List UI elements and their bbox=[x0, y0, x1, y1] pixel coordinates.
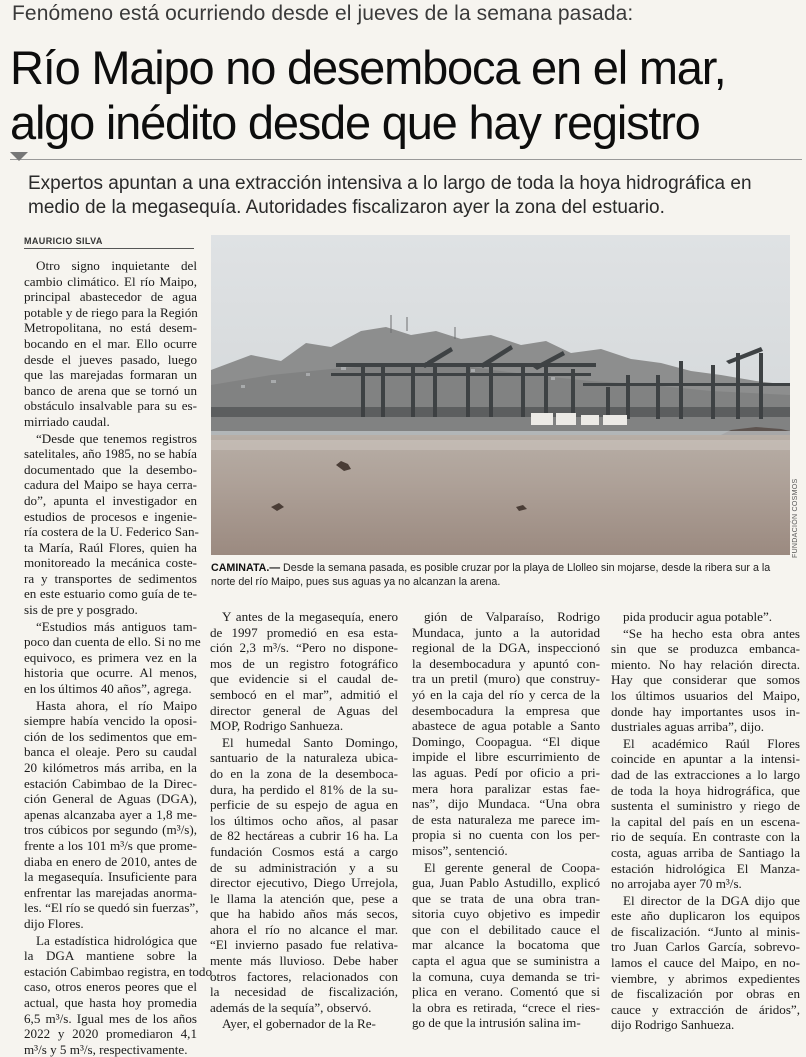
text-line: coincide en apuntar a la intensi- bbox=[611, 751, 800, 767]
text-line: nas”, dijo Mundaca. “Una obra bbox=[412, 796, 600, 812]
photo-credit-text: FUNDACIÓN COSMOS bbox=[792, 478, 799, 558]
text-line: fundación Cosmos está a cargo bbox=[210, 843, 398, 859]
text-line: obstáculo insalvable para su es- bbox=[24, 398, 197, 414]
text-line: desembocadura la empresa que bbox=[412, 702, 600, 718]
text-line: la necesidad de fiscalización, bbox=[210, 984, 398, 1000]
kicker: Fenómeno está ocurriendo desde el jueves de la semana pasada: bbox=[12, 2, 634, 25]
paragraph bbox=[412, 609, 600, 859]
text-line: impide el libre escurrimiento de bbox=[412, 749, 600, 765]
paragraph bbox=[611, 736, 800, 892]
text-line: 20 kilómetros más arriba, en la bbox=[24, 760, 197, 775]
text-line: que ha habido años más secos, bbox=[210, 906, 398, 922]
text-line: abastece de agua potable a Santo bbox=[412, 718, 600, 734]
text-line: potable y de riego para la Región bbox=[24, 304, 198, 320]
text-line: El académico Raúl Flores bbox=[623, 735, 800, 751]
text-line: de toda la hoya hidrográfica, que bbox=[611, 782, 800, 798]
text-line: ción 2,3 m³/s. “Pero no dispone- bbox=[210, 640, 398, 656]
text-line: estación Cabimbao de la Direc- bbox=[24, 775, 197, 791]
paragraph bbox=[210, 735, 398, 1016]
paragraph bbox=[210, 1016, 398, 1032]
text-line: monitoreado la mecánica coste- bbox=[24, 555, 197, 571]
text-line: capta el agua que se suministra a bbox=[412, 953, 600, 969]
text-line: sembocó en el mar”, admitió el bbox=[210, 686, 398, 702]
text-line: donde hay importantes usos in- bbox=[611, 703, 800, 719]
headline-divider bbox=[10, 152, 802, 166]
text-line: estación hidrológica El Manza- bbox=[611, 860, 800, 876]
text-line: propia si no cuenta con los per- bbox=[412, 827, 600, 843]
text-line: historia que ocurre. Al menos, bbox=[24, 665, 197, 681]
paragraph bbox=[611, 609, 800, 625]
text-line: Ayer, el gobernador de la Re- bbox=[222, 1016, 376, 1032]
text-line: sitoria cuyo objetivo es impedir bbox=[412, 906, 600, 922]
text-line: El humedal Santo Domingo, bbox=[222, 734, 398, 750]
divider-line bbox=[10, 159, 802, 160]
text-line: “Se ha hecho esta obra antes bbox=[623, 625, 800, 641]
text-line: ción de los sedimentos que em- bbox=[24, 728, 197, 744]
text-line: misos”, sentenció. bbox=[412, 842, 508, 858]
text-line: director general de Aguas del bbox=[210, 702, 398, 718]
text-line: gua, Juan Pablo Astudillo, explicó bbox=[412, 875, 600, 891]
text-line: cambio climático. El río Maipo, bbox=[24, 273, 197, 289]
text-line: MOP, Rodrigo Sanhueza. bbox=[210, 718, 344, 734]
text-line: equivoco, es primera vez en la bbox=[24, 649, 197, 665]
photo-credit bbox=[790, 470, 804, 562]
text-line: estudios de procesos e ingenie- bbox=[24, 508, 197, 524]
text-line: dustriales aguas arriba”, dijo. bbox=[611, 719, 765, 735]
text-line: 6,5 m³/s. Igual mes de los años bbox=[24, 1010, 197, 1026]
text-line: diaba en enero de 2010, antes de bbox=[24, 853, 197, 869]
text-line: otros factores, relacionados con bbox=[210, 968, 398, 984]
column-4 bbox=[611, 609, 800, 1033]
text-line: en este estuario como guía de te- bbox=[24, 586, 197, 602]
divider-arrow-icon bbox=[10, 152, 28, 161]
text-line: viembre, y abrimos expedientes bbox=[611, 970, 800, 986]
text-line: frente a los 101 m³/s que prome- bbox=[24, 837, 197, 853]
deck bbox=[28, 172, 802, 220]
column-1 bbox=[24, 258, 212, 1057]
text-line: que con el debilitado cauce el bbox=[412, 921, 600, 937]
column-3 bbox=[412, 609, 600, 1031]
text-line: regional de la DGA, inspeccionó bbox=[412, 640, 600, 656]
text-line: la megasequía. Insuficiente para bbox=[24, 869, 197, 885]
text-line: sustenta el suministro y riego de bbox=[611, 798, 800, 814]
text-line: miento. No hay relación directa. bbox=[611, 656, 800, 672]
text-line: de esta naturaleza me parece im- bbox=[412, 811, 600, 827]
column-2 bbox=[210, 609, 398, 1032]
text-line: mirriado caudal. bbox=[24, 413, 110, 429]
text-line: cadura del Maipo se haya cerra- bbox=[24, 477, 197, 493]
text-line: que las marejadas formaran un bbox=[24, 367, 197, 383]
headline bbox=[10, 40, 806, 150]
text-line: desde el jueves pasado, luego bbox=[24, 351, 197, 367]
text-line: m³/s y 5 m³/s, respectivamente. bbox=[24, 1041, 188, 1057]
text-line: los últimos usuarios del Maipo, bbox=[611, 687, 800, 703]
deck-line-1: Expertos apuntan a una extracción intensiva a lo largo de toda la hoya hidrográfica en bbox=[28, 173, 752, 194]
text-line: que se trata de una obra tran- bbox=[412, 890, 600, 906]
paragraph bbox=[412, 860, 600, 1032]
text-line: la obra es retirada, “crece el ries- bbox=[412, 999, 600, 1015]
text-line: pida producir agua potable”. bbox=[623, 609, 773, 624]
text-line: principal abastecedor de agua bbox=[24, 289, 197, 305]
text-line: de 82 hectáreas a cubrir 16 ha. La bbox=[210, 828, 398, 844]
text-line: yó en la caja del río y cerca de la bbox=[412, 686, 600, 702]
headline-line-2: algo inédito desde que hay registro bbox=[10, 96, 700, 149]
text-line: ción General de Aguas (DGA), bbox=[24, 791, 197, 807]
paragraph bbox=[24, 431, 197, 618]
text-line: La estadística hidrológica que bbox=[36, 932, 197, 948]
text-line: la comuna, cuya demanda se tri- bbox=[412, 968, 600, 984]
paragraph bbox=[24, 258, 197, 430]
caption-line-2: norte del río Maipo, pues sus aguas ya no alcanzan la arena. bbox=[211, 576, 501, 588]
text-line: bocando en el mar. Ello ocurre bbox=[24, 335, 197, 351]
text-line: actual, que hasta hoy promedia bbox=[24, 994, 197, 1010]
text-line: les. “El río se quedó sin fuerzas”, bbox=[24, 900, 199, 916]
caption-label: CAMINATA.— bbox=[211, 562, 281, 574]
text-line: sin que se produzca embanca- bbox=[611, 641, 800, 657]
text-line: poco dan cuenta de ello. Si no me bbox=[24, 634, 201, 650]
paragraph bbox=[210, 609, 398, 734]
text-line: director ejecutivo, Diego Urrejola, bbox=[210, 875, 398, 891]
text-line: plica en verano. Comentó que si bbox=[412, 984, 600, 1000]
text-line: tros cúbicos por segundo (m³/s), bbox=[24, 822, 197, 838]
byline: MAURICIO SILVA bbox=[24, 236, 103, 246]
text-line: los últimos ocho años, al pasar bbox=[210, 812, 398, 828]
text-line: estación Cabimbao registra, en todo bbox=[24, 963, 212, 979]
text-line: de 1997 promedió en esa esta- bbox=[210, 624, 398, 640]
text-line: en los últimos 40 años”, agrega. bbox=[24, 681, 192, 697]
text-line: banca el oleaje. Pero su caudal bbox=[24, 744, 197, 760]
text-line: sis de pre y posgrado. bbox=[24, 602, 138, 618]
text-line: Mundaca, junto a la autoridad bbox=[412, 624, 600, 640]
paragraph bbox=[611, 893, 800, 1033]
text-line: la DGA mantiene sobre la bbox=[24, 948, 197, 964]
text-line: costa, aguas arriba de Santiago la bbox=[611, 844, 800, 860]
text-line: mos de un registro fotográfico bbox=[210, 655, 398, 671]
text-line: siempre había vencido la oposi- bbox=[24, 713, 197, 729]
text-line: 2022 y 2020 promediaron 4,1 bbox=[24, 1026, 197, 1042]
text-line: dijo Flores. bbox=[24, 915, 84, 931]
text-line: ra y transportes de sedimentos bbox=[24, 570, 197, 586]
text-line: enfrentar las marejadas anorma- bbox=[24, 884, 197, 900]
paragraph bbox=[24, 932, 212, 1057]
text-line: satelitales, año 1985, no se había bbox=[24, 446, 197, 462]
text-line: perficie de su espejo de agua en bbox=[210, 797, 398, 813]
text-line: Hay que considerar que somos bbox=[611, 672, 800, 688]
text-line: Y antes de la megasequía, enero bbox=[222, 609, 398, 624]
text-line: “Estudios más antiguos tam- bbox=[36, 618, 197, 634]
text-line: además de la sequía”, observó. bbox=[210, 999, 372, 1015]
caption-text-1: Desde la semana pasada, es posible cruzar por la playa de Llolleo sin mojarse, desde la ribera sur a la bbox=[280, 562, 771, 574]
text-line: ría costera de la U. Federico San- bbox=[24, 524, 199, 540]
text-line: go de que la intrusión salina im- bbox=[412, 1015, 581, 1031]
text-line: no arrojaba ayer 70 m³/s. bbox=[611, 876, 742, 892]
text-line: ahora el río no alcance el mar. bbox=[210, 921, 398, 937]
paragraph bbox=[611, 626, 800, 735]
caption-line-1 bbox=[211, 561, 803, 575]
photo-caption bbox=[211, 561, 803, 589]
text-line: El director de la DGA dijo que bbox=[623, 892, 800, 908]
text-line: “El invierno pasado fue relativa- bbox=[210, 937, 398, 953]
text-line: documentado que la desembo- bbox=[24, 461, 197, 477]
paragraph bbox=[24, 698, 197, 932]
text-line: de fiscalización. “Junto al minis- bbox=[611, 923, 800, 939]
text-line: mera hora paralizar estas fae- bbox=[412, 780, 600, 796]
text-line: la desembocadura y apuntó con- bbox=[412, 655, 600, 671]
text-line: dad de las extracciones a lo largo bbox=[611, 766, 800, 782]
text-line: ta María, Raúl Flores, quien ha bbox=[24, 539, 197, 555]
paragraph bbox=[24, 618, 201, 697]
byline-rule bbox=[24, 248, 194, 249]
text-line: santuario de la naturaleza ubica- bbox=[210, 750, 398, 766]
text-line: tro Juan Carlos García, sobrevo- bbox=[611, 939, 800, 955]
text-line: Hasta ahora, el río Maipo bbox=[36, 697, 197, 713]
text-line: de fiscalización por obras en bbox=[611, 986, 800, 1002]
text-line: do”, apunta el investigador en bbox=[24, 492, 197, 508]
text-line: do en la zona de la desemboca- bbox=[210, 765, 398, 781]
text-line: de su administración y a su bbox=[210, 859, 398, 875]
text-line: banco de arena que se tornó un bbox=[24, 382, 197, 398]
text-line: mente más lluvioso. Debe haber bbox=[210, 953, 398, 969]
text-line: dijo Rodrigo Sanhueza. bbox=[611, 1017, 735, 1033]
text-line: Metropolitana, no está desem- bbox=[24, 320, 197, 336]
text-line: que evidencie si el caudal de- bbox=[210, 671, 398, 687]
text-line: las aguas. Pedí por oficio a pri- bbox=[412, 764, 600, 780]
text-line: El gerente general de Coopa- bbox=[424, 859, 600, 875]
text-line: este año duplicaron los equipos bbox=[611, 908, 800, 924]
text-line: la capital del país en un escena- bbox=[611, 813, 800, 829]
text-line: cauce y extracción de áridos”, bbox=[611, 1001, 800, 1017]
text-line: “Desde que tenemos registros bbox=[36, 430, 197, 446]
headline-line-1: Río Maipo no desemboca en el mar, bbox=[10, 41, 726, 94]
text-line: Otro signo inquietante del bbox=[36, 258, 197, 273]
text-line: Domingo, Coopagua. “El dique bbox=[412, 733, 600, 749]
article-photo bbox=[211, 235, 790, 555]
deck-line-2: medio de la megasequía. Autoridades fiscalizaron ayer la zona del estuario. bbox=[28, 197, 665, 218]
text-line: gión de Valparaíso, Rodrigo bbox=[424, 609, 600, 624]
text-line: mar alcance la bocatoma que bbox=[412, 937, 600, 953]
text-line: lamos el cauce del Maipo, en no- bbox=[611, 955, 800, 971]
text-line: dura, ha perdido el 81% de la su- bbox=[210, 781, 398, 797]
text-line: rio de sequía. En contraste con la bbox=[611, 829, 800, 845]
text-line: tra un pretil (muro) que construy- bbox=[412, 671, 600, 687]
text-line: apenas alcanzaba ayer a 1,8 me- bbox=[24, 806, 197, 822]
text-line: le llama la atención que, pese a bbox=[210, 890, 398, 906]
text-line: caso, otros eneros peores que el bbox=[24, 979, 197, 995]
photo-illustration bbox=[211, 235, 790, 555]
